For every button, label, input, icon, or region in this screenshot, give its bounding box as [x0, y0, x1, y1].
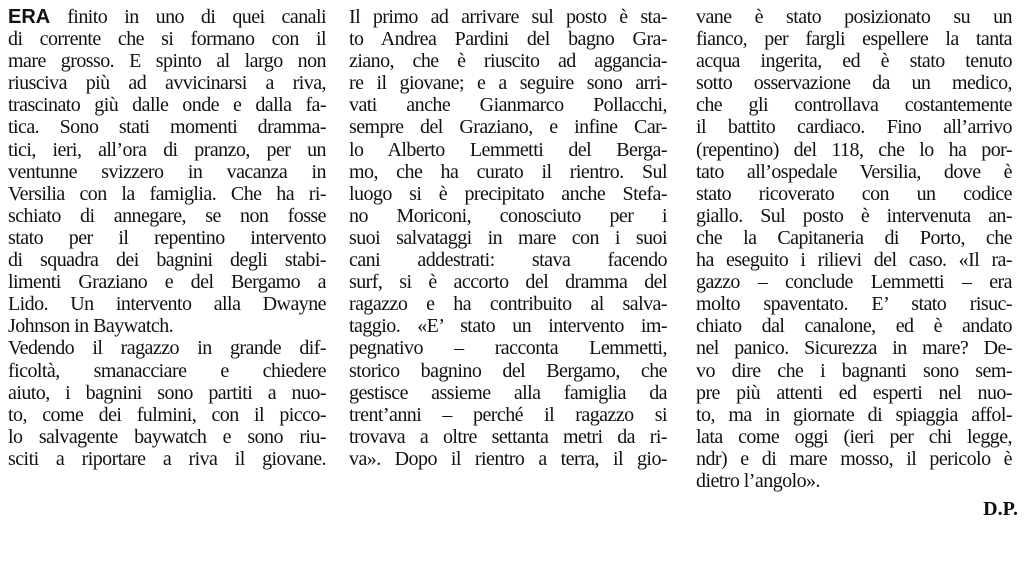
- article-line: trovava a oltre settanta metri da ri-: [349, 425, 667, 448]
- article-line: schiato di annegare, se non fosse: [8, 204, 326, 227]
- article-column-1: [8, 6, 326, 470]
- article-line: suoi salvataggi in mare con i suoi: [349, 226, 667, 249]
- article-line: surf, si è accorto del dramma del: [349, 271, 667, 294]
- article-line: acqua ingerita, ed è stato tenuto: [696, 50, 1012, 73]
- article-line: fianco, per fargli espellere la tanta: [696, 28, 1012, 51]
- article-line: molto spaventato. E’ stato risuc-: [696, 293, 1012, 316]
- article-line: tica. Sono stati momenti dramma-: [8, 116, 326, 139]
- article-line: tato all’ospedale Versilia, dove è: [696, 160, 1012, 183]
- article-column-2: [349, 6, 667, 470]
- article-line: pegnativo – racconta Lemmetti,: [349, 337, 667, 360]
- article-line: mare grosso. E spinto al largo non: [8, 50, 326, 73]
- article-line: to, come dei fulmini, con il picco-: [8, 403, 326, 426]
- article-line: dietro l’angolo».: [696, 469, 820, 492]
- article-line: lo Alberto Lemmetti del Berga-: [349, 138, 667, 161]
- article-line: Lido. Un intervento alla Dwayne: [8, 293, 326, 316]
- article-line: tici, ieri, all’ora di pranzo, per un: [8, 138, 326, 161]
- article-line: sempre del Graziano, e infine Car-: [349, 116, 667, 139]
- article-line: no Moriconi, conosciuto per i: [349, 204, 667, 227]
- article-line: Il primo ad arrivare sul posto è sta-: [349, 6, 667, 28]
- article-line: di squadra dei bagnini degli stabi-: [8, 249, 326, 272]
- article-line: ha eseguito i rilievi del caso. «Il ra-: [696, 249, 1012, 272]
- article-line: mo, che ha curato il rientro. Sul: [349, 160, 667, 183]
- article-line: vati anche Gianmarco Pollacchi,: [349, 94, 667, 117]
- article-line: lo salvagente baywatch e sono riu-: [8, 425, 326, 448]
- article-line: vo dire che i bagnanti sono sem-: [696, 359, 1012, 382]
- article-line: gazzo – conclude Lemmetti – era: [696, 271, 1012, 294]
- article-line: gestisce assieme alla famiglia da: [349, 381, 667, 404]
- article-line: nel panico. Sicurezza in mare? De-: [696, 337, 1012, 360]
- article-line: riusciva più ad avvicinarsi a riva,: [8, 72, 326, 95]
- article-line: aiuto, i bagnini sono partiti a nuo-: [8, 381, 326, 404]
- article-line: storico bagnino del Bergamo, che: [349, 359, 667, 382]
- article-line: taggio. «E’ stato un intervento im-: [349, 315, 667, 338]
- article-line: il battito cardiaco. Fino all’arrivo: [696, 116, 1012, 139]
- article-line: to, ma in giornate di spiaggia affol-: [696, 403, 1012, 426]
- article-line: stato ricoverato con un codice: [696, 182, 1012, 205]
- article-line: ventunne svizzero in vacanza in: [8, 160, 326, 183]
- article-body: [8, 6, 1018, 526]
- article-line: ziano, che è riuscito ad aggancia-: [349, 50, 667, 73]
- article-line: ndr) e di mare mosso, il pericolo è: [696, 447, 1012, 470]
- article-line: chiato dal canalone, ed è andato: [696, 315, 1012, 338]
- article-line: va». Dopo il rientro a terra, il gio-: [349, 447, 667, 470]
- article-line: re il giovane; e a seguire sono arri-: [349, 72, 667, 95]
- article-line: Versilia con la famiglia. Che ha ri-: [8, 182, 326, 205]
- article-line: stato per il repentino intervento: [8, 226, 326, 249]
- article-line: to Andrea Pardini del bagno Gra-: [349, 28, 667, 51]
- article-line: cani addestrati: stava facendo: [349, 249, 667, 272]
- article-line: che la Capitaneria di Porto, che: [696, 226, 1012, 249]
- article-line: Vedendo il ragazzo in grande dif-: [8, 337, 326, 360]
- article-line: luogo si è precipitato anche Stefa-: [349, 182, 667, 205]
- article-line: sciti a riportare a riva il giovane.: [8, 447, 326, 470]
- article-line: vane è stato posizionato su un: [696, 6, 1012, 28]
- article-line: che gli controllava costantemente: [696, 94, 1012, 117]
- lead-word: ERA: [8, 6, 51, 28]
- article-line: limenti Graziano e del Bergamo a: [8, 271, 326, 294]
- article-line: (repentino) del 118, che lo ha por-: [696, 138, 1012, 161]
- author-signature: D.P.: [983, 498, 1018, 520]
- article-line: ERA finito in uno di quei canali: [8, 6, 326, 28]
- article-column-3: [696, 6, 1012, 492]
- article-line: lata come oggi (ieri per chi legge,: [696, 425, 1012, 448]
- article-line: trascinato giù dalle onde e dalla fa-: [8, 94, 326, 117]
- article-line: di corrente che si formano con il: [8, 28, 326, 51]
- article-line: ficoltà, smanacciare e chiedere: [8, 359, 326, 382]
- article-line: Johnson in Baywatch.: [8, 315, 174, 338]
- article-line: sotto osservazione da un medico,: [696, 72, 1012, 95]
- article-line: ragazzo e ha contribuito al salva-: [349, 293, 667, 316]
- article-line: giallo. Sul posto è intervenuta an-: [696, 204, 1012, 227]
- article-line: pre più attenti ed esperti nel nuo-: [696, 381, 1012, 404]
- article-line: trent’anni – perché il ragazzo si: [349, 403, 667, 426]
